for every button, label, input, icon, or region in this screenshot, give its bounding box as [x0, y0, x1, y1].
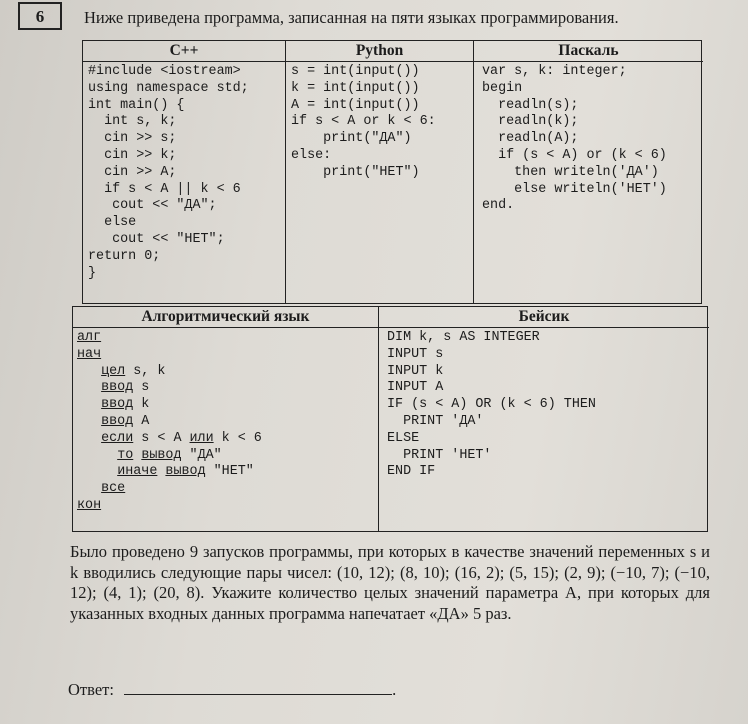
code-line: ELSE: [387, 430, 420, 446]
code-line: if (s < A) or (k < 6): [482, 147, 667, 163]
code-line: if s < A or k < 6:: [291, 114, 436, 130]
code-line: s = int(input()): [291, 64, 420, 79]
code-line: readln(k);: [482, 114, 579, 130]
code-line: if s < A || k < 6: [88, 181, 241, 197]
code-line: нач: [77, 346, 102, 362]
code-line: DIM k, s AS INTEGER: [387, 330, 540, 345]
code-line: cin >> s;: [88, 131, 177, 147]
algo-header: Алгоритмический язык: [73, 307, 378, 328]
code-line: else: [88, 215, 137, 231]
code-line: cin >> k;: [88, 147, 177, 163]
code-table-bottom: [72, 306, 708, 532]
algo-column: [73, 307, 379, 531]
code-line: int s, k;: [88, 114, 177, 130]
code-line: else:: [291, 147, 332, 163]
code-line: то вывод "ДА": [117, 447, 222, 463]
basic-code: [379, 328, 709, 481]
answer-dot: .: [392, 680, 397, 699]
code-line: k = int(input()): [291, 80, 420, 96]
code-line: все: [101, 481, 126, 497]
code-line: using namespace std;: [88, 80, 249, 96]
code-line: ввод A: [101, 413, 150, 429]
code-line: end.: [482, 198, 515, 214]
code-line: IF (s < A) OR (k < 6) THEN: [387, 397, 596, 413]
code-line: var s, k: integer;: [482, 64, 627, 79]
answer-field[interactable]: [124, 680, 392, 695]
code-line: иначе вывод "НЕТ": [117, 464, 254, 480]
code-line: INPUT k: [387, 363, 444, 379]
python-header: Python: [286, 41, 473, 62]
code-line: если s < A или k < 6: [101, 430, 262, 446]
code-line: else writeln('НЕТ'): [482, 181, 667, 197]
code-line: PRINT 'НЕТ': [387, 447, 492, 463]
code-line: INPUT s: [387, 346, 444, 362]
code-line: then writeln('ДА'): [482, 164, 659, 180]
code-line: cout << "ДА";: [88, 198, 217, 214]
question-text: Было проведено 9 запусков программы, при которых в качестве значений переменных s и k вводились следующие пары чисел: (10, 12); (8, 10); (16, 2); (5, 15); (2, 9); (−10, 7); (−10, 12); (4, 1); (20, 8). Укажите количество целых значений параметра A, при которых для указанных входных данных программа напечатает «ДА» 5 раз.: [70, 542, 710, 623]
pascal-code: [474, 62, 703, 215]
code-line: readln(A);: [482, 131, 579, 147]
answer-row: [68, 680, 396, 700]
task-number-box: 6: [18, 2, 62, 30]
code-line: print("НЕТ"): [291, 164, 420, 180]
code-line: INPUT A: [387, 380, 444, 396]
basic-column: [379, 307, 709, 531]
code-line: алг: [77, 330, 102, 345]
code-line: кон: [77, 497, 102, 513]
code-line: }: [88, 265, 97, 281]
code-line: #include <iostream>: [88, 64, 241, 79]
pascal-column: [474, 41, 703, 303]
code-line: цел s, k: [101, 363, 166, 379]
task-intro: Ниже приведена программа, записанная на пяти языках программирования.: [84, 8, 619, 27]
pascal-header: Паскаль: [474, 41, 703, 62]
code-table-top: [82, 40, 702, 304]
algo-code: [73, 328, 378, 515]
cpp-header: C++: [83, 41, 285, 62]
code-line: PRINT 'ДА': [387, 413, 484, 429]
code-line: A = int(input()): [291, 97, 420, 113]
basic-header: Бейсик: [379, 307, 709, 328]
code-line: int main() {: [88, 97, 185, 113]
code-line: cin >> A;: [88, 164, 177, 180]
code-line: ввод s: [101, 380, 150, 396]
python-column: [286, 41, 474, 303]
code-line: cout << "НЕТ";: [88, 231, 225, 247]
code-line: begin: [482, 80, 523, 96]
cpp-code: [83, 62, 285, 282]
code-line: END IF: [387, 464, 436, 480]
python-code: [286, 62, 473, 182]
code-line: ввод k: [101, 397, 150, 413]
code-line: print("ДА"): [291, 131, 412, 147]
code-line: return 0;: [88, 248, 161, 264]
cpp-column: [83, 41, 286, 303]
answer-label: Ответ:: [68, 680, 114, 699]
code-line: readln(s);: [482, 97, 579, 113]
